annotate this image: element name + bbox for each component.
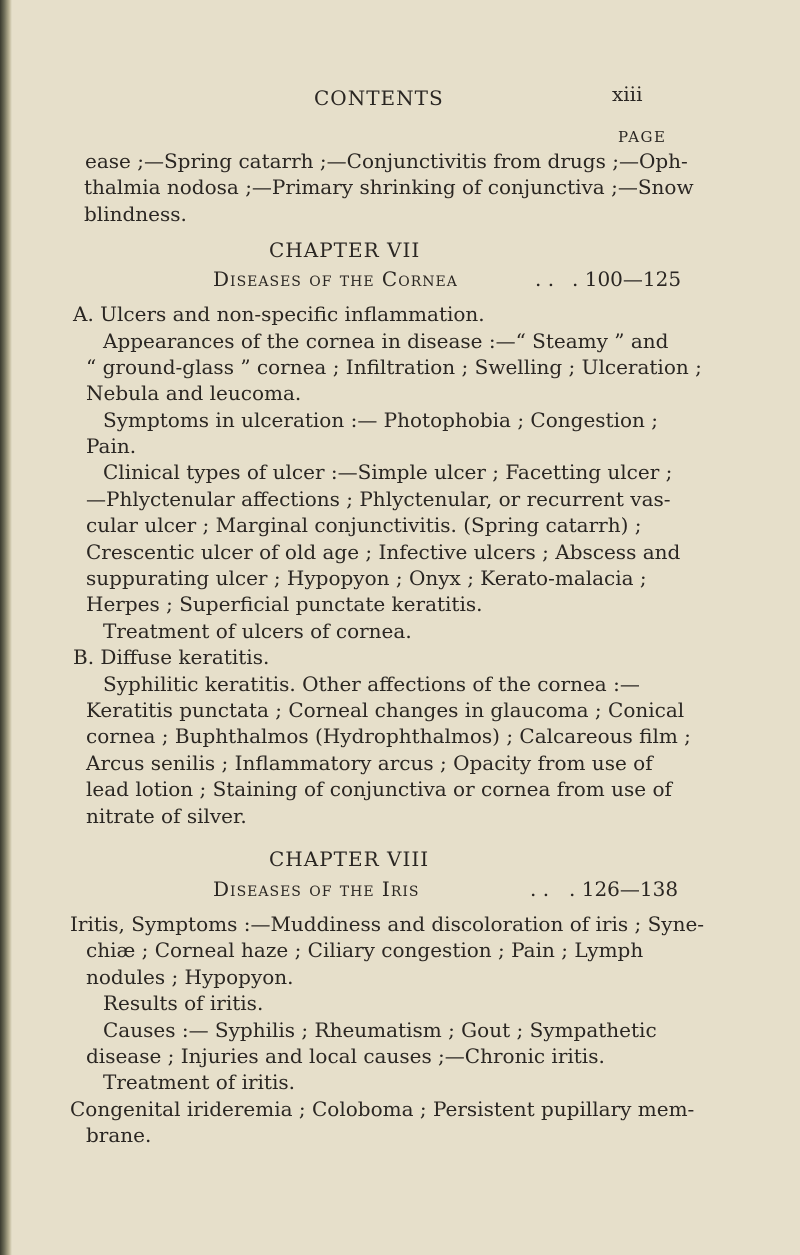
toc-line: lead lotion ; Staining of conjunctiva or cornea from use of [86, 777, 672, 801]
toc-line: Syphilitic keratitis. Other affections of the cornea :— [103, 672, 640, 696]
chapter-heading: CHAPTER VII [269, 238, 421, 262]
toc-line: nitrate of silver. [86, 804, 247, 828]
binding-edge [0, 0, 12, 1255]
toc-line: cornea ; Buphthalmos (Hydrophthalmos) ; Calcareous film ; [86, 724, 691, 748]
running-head: CONTENTS [314, 86, 444, 110]
toc-line: Symptoms in ulceration :— Photophobia ; Congestion ; [103, 408, 659, 432]
toc-line: Appearances of the cornea in disease :—“ Steamy ” and [103, 329, 669, 353]
toc-line: Crescentic ulcer of old age ; Infective ulcers ; Abscess and [86, 540, 681, 564]
chapter-pages: . 100—125 [572, 267, 682, 291]
toc-line: Pain. [86, 434, 137, 458]
toc-line: Herpes ; Superficial punctate keratitis. [86, 592, 483, 616]
toc-line: Treatment of iritis. [103, 1070, 295, 1094]
toc-line: “ ground-glass ” cornea ; Infiltration ; Swelling ; Ulceration ; [86, 355, 702, 379]
chapter-pages: . 126—138 [569, 877, 679, 901]
toc-line: Keratitis punctata ; Corneal changes in glaucoma ; Conical [86, 698, 685, 722]
toc-line: blindness. [84, 202, 187, 226]
toc-line: Arcus senilis ; Inflammatory arcus ; Opacity from use of [86, 751, 653, 775]
page-column-label: PAGE [618, 128, 667, 146]
chapter-heading: CHAPTER VIII [269, 847, 430, 871]
toc-line: Iritis, Symptoms :—Muddiness and discoloration of iris ; Syne- [70, 912, 705, 936]
chapter-leaders: . . [530, 877, 550, 901]
toc-line: brane. [86, 1123, 152, 1147]
toc-line: Nebula and leucoma. [86, 381, 302, 405]
toc-line: nodules ; Hypopyon. [86, 965, 294, 989]
chapter-leaders: . . [535, 267, 555, 291]
toc-line: A. Ulcers and non-specific inflammation. [73, 302, 485, 326]
toc-line: suppurating ulcer ; Hypopyon ; Onyx ; Kerato-malacia ; [86, 566, 647, 590]
toc-line: Results of iritis. [103, 991, 264, 1015]
chapter-title: Diseases of the Iris [213, 877, 420, 901]
toc-line: Causes :— Syphilis ; Rheumatism ; Gout ; Sympathetic [103, 1018, 657, 1042]
toc-line: cular ulcer ; Marginal conjunctivitis. (Spring catarrh) ; [86, 513, 642, 537]
toc-line: ease ;—Spring catarrh ;—Conjunctivitis from drugs ;—Oph- [85, 149, 688, 173]
toc-line: disease ; Injuries and local causes ;—Chronic iritis. [86, 1044, 605, 1068]
toc-line: chiæ ; Corneal haze ; Ciliary congestion ; Pain ; Lymph [86, 938, 644, 962]
toc-line: —Phlyctenular affections ; Phlyctenular, or recurrent vas- [86, 487, 671, 511]
toc-line: Congenital irideremia ; Coloboma ; Persistent pupillary mem- [70, 1097, 695, 1121]
page-number: xiii [612, 82, 643, 106]
toc-line: Clinical types of ulcer :—Simple ulcer ; Facetting ulcer ; [103, 460, 673, 484]
toc-line: B. Diffuse keratitis. [73, 645, 270, 669]
toc-line: Treatment of ulcers of cornea. [103, 619, 412, 643]
toc-line: thalmia nodosa ;—Primary shrinking of conjunctiva ;—Snow [84, 175, 694, 199]
chapter-title: Diseases of the Cornea [213, 267, 458, 291]
